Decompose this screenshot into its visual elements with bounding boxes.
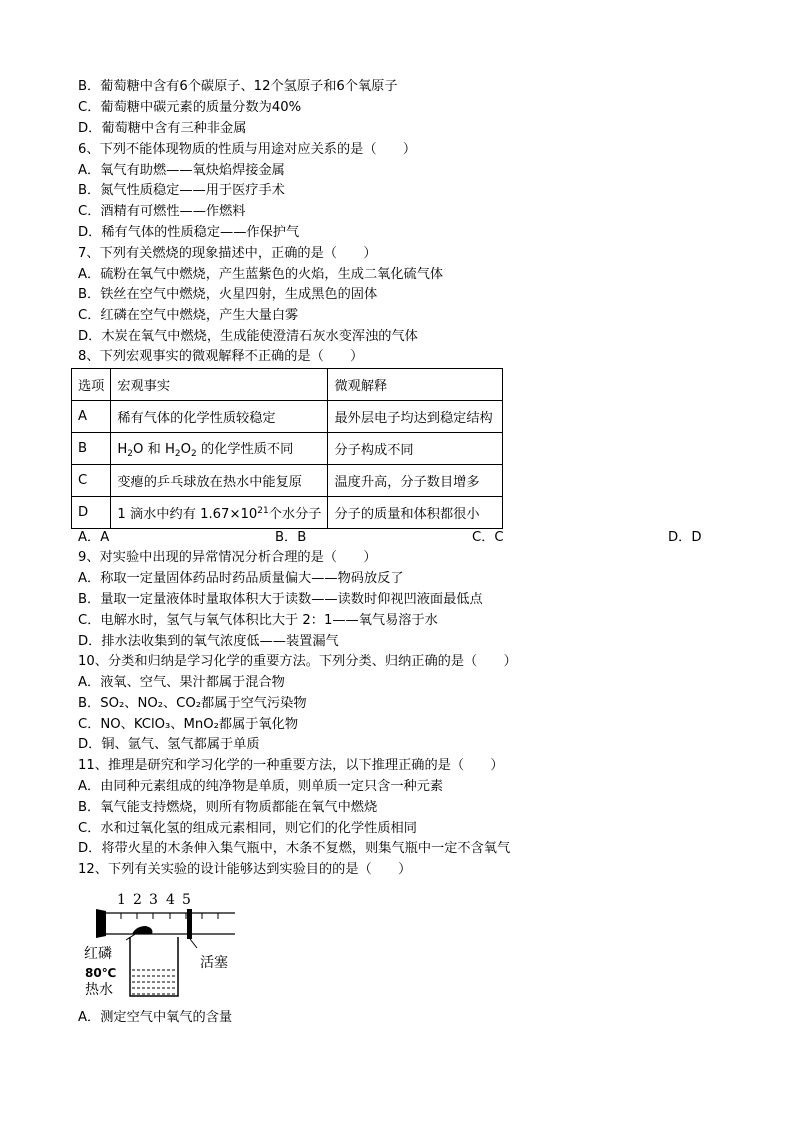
table-cell: A	[72, 401, 111, 433]
beaker-shape	[130, 937, 178, 996]
table-cell	[111, 433, 328, 465]
table-cell: 变瘪的乒乓球放在热水中能复原	[111, 465, 328, 497]
q6-option-a: A．氧气有助燃——氧炔焰焊接金属	[78, 163, 285, 178]
q10-option-d: D．铜、氩气、氢气都属于单质	[78, 737, 260, 752]
scale-number: 2	[133, 892, 142, 908]
q9-option-d: D．排水法收集到的氧气浓度低——装置漏气	[78, 634, 339, 649]
label-temperature: 80℃	[85, 966, 117, 980]
option-line: D．葡萄糖中含有三种非金属	[78, 121, 247, 136]
formula-part: O	[180, 442, 192, 457]
subscript: 2	[127, 449, 134, 459]
table-cell: D	[72, 497, 111, 529]
q8-option-b: B．B	[275, 530, 307, 545]
table-header: 微观解释	[328, 369, 503, 401]
label-piston: 活塞	[200, 955, 228, 971]
q10-option-c: C．NO、KClO₃、MnO₂都属于氧化物	[78, 717, 299, 732]
q10-option-b: B．SO₂、NO₂、CO₂都属于空气污染物	[78, 696, 307, 711]
table-row	[72, 401, 503, 433]
piston-shape	[187, 909, 192, 939]
q6-option-b: B．氮气性质稳定——用于医疗手术	[78, 183, 285, 198]
stopper-shape	[96, 909, 106, 938]
q9-option-b: B．量取一定量液体时量取体积大于读数——读数时仰视凹液面最低点	[78, 592, 483, 607]
q11-option-a: A．由同种元素组成的纯净物是单质，则单质一定只含一种元素	[78, 779, 444, 794]
q7-option-c: C．红磷在空气中燃烧，产生大量白雾	[78, 308, 299, 323]
table-row	[72, 497, 503, 529]
table-cell: 最外层电子均达到稳定结构	[328, 401, 503, 433]
formula-part: 个水分子	[268, 507, 322, 522]
q8-option-c: C．C	[472, 530, 504, 545]
apparatus-figure	[80, 888, 250, 1003]
table-cell: C	[72, 465, 111, 497]
question-7-stem: 7、下列有关燃烧的现象描述中，正确的是（ ）	[78, 246, 377, 261]
table-cell	[111, 497, 328, 529]
q11-option-d: D．将带火星的木条伸入集气瓶中，木条不复燃，则集气瓶中一定不含氧气	[78, 841, 511, 856]
q8-option-a: A．A	[78, 530, 110, 545]
q7-option-b: B．铁丝在空气中燃烧，火星四射，生成黑色的固体	[78, 287, 378, 302]
question-6-stem: 6、下列不能体现物质的性质与用途对应关系的是（ ）	[78, 142, 417, 157]
table-cell: 温度升高，分子数目增多	[328, 465, 503, 497]
table-cell: 稀有气体的化学性质较稳定	[111, 401, 328, 433]
q6-option-c: C．酒精有可燃性——作燃料	[78, 204, 246, 219]
q7-option-d: D．木炭在氧气中燃烧，生成能使澄清石灰水变浑浊的气体	[78, 329, 418, 344]
subscript: 2	[174, 449, 181, 459]
table-row	[72, 433, 503, 465]
formula-part: 1 滴水中约有 1.67×10	[117, 507, 258, 522]
table-header: 宏观事实	[111, 369, 328, 401]
q6-option-d: D．稀有气体的性质稳定——作保护气	[78, 225, 300, 240]
scale-number: 4	[166, 892, 175, 908]
phosphorus-shape	[132, 926, 152, 934]
q11-option-c: C．水和过氧化氢的组成元素相同，则它们的化学性质相同	[78, 821, 417, 836]
question-12-stem: 12、下列有关实验的设计能够达到实验目的的是（ ）	[78, 862, 412, 877]
formula-part: 的化学性质不同	[196, 442, 294, 457]
q9-option-a: A．称取一定量固体药品时药品质量偏大——物码放反了	[78, 571, 404, 586]
scale-number: 3	[149, 892, 158, 908]
q7-option-a: A．硫粉在氧气中燃烧，产生蓝紫色的火焰，生成二氧化硫气体	[78, 267, 444, 282]
table-cell: 分子构成不同	[328, 433, 503, 465]
scale-number: 5	[182, 892, 191, 908]
option-line: C．葡萄糖中碳元素的质量分数为40%	[78, 100, 302, 115]
table-header: 选项	[72, 369, 111, 401]
q8-option-d: D．D	[668, 530, 702, 545]
question-11-stem: 11、推理是研究和学习化学的一种重要方法，以下推理正确的是（ ）	[78, 758, 504, 773]
label-phosphorus: 红磷	[84, 946, 112, 962]
superscript: 21	[257, 506, 269, 516]
question-10-stem: 10、分类和归纳是学习化学的重要方法。下列分类、归纳正确的是（ ）	[78, 654, 517, 669]
table-cell: 分子的质量和体积都很小	[328, 497, 503, 529]
scale-number: 1	[117, 892, 126, 908]
q12-option-a: A．测定空气中氧气的含量	[78, 1010, 233, 1025]
q11-option-b: B．氧气能支持燃烧，则所有物质都能在氧气中燃烧	[78, 800, 378, 815]
option-line: B．葡萄糖中含有6个碳原子、12个氢原子和6个氧原子	[78, 79, 398, 94]
formula-part: O 和 H	[133, 442, 175, 457]
label-hot-water: 热水	[85, 982, 113, 998]
question-8-stem: 8、下列宏观事实的微观解释不正确的是（ ）	[78, 349, 364, 364]
q9-option-c: C．电解水时，氢气与氧气体积比大于 2：1——氧气易溶于水	[78, 613, 438, 628]
formula-part: H	[117, 442, 128, 457]
table-cell: B	[72, 433, 111, 465]
q8-table	[71, 368, 503, 529]
subscript: 2	[191, 449, 197, 459]
question-9-stem: 9、对实验中出现的异常情况分析合理的是（ ）	[78, 550, 377, 565]
q10-option-a: A．液氧、空气、果汁都属于混合物	[78, 675, 285, 690]
table-header-row	[72, 369, 503, 401]
table-row	[72, 465, 503, 497]
